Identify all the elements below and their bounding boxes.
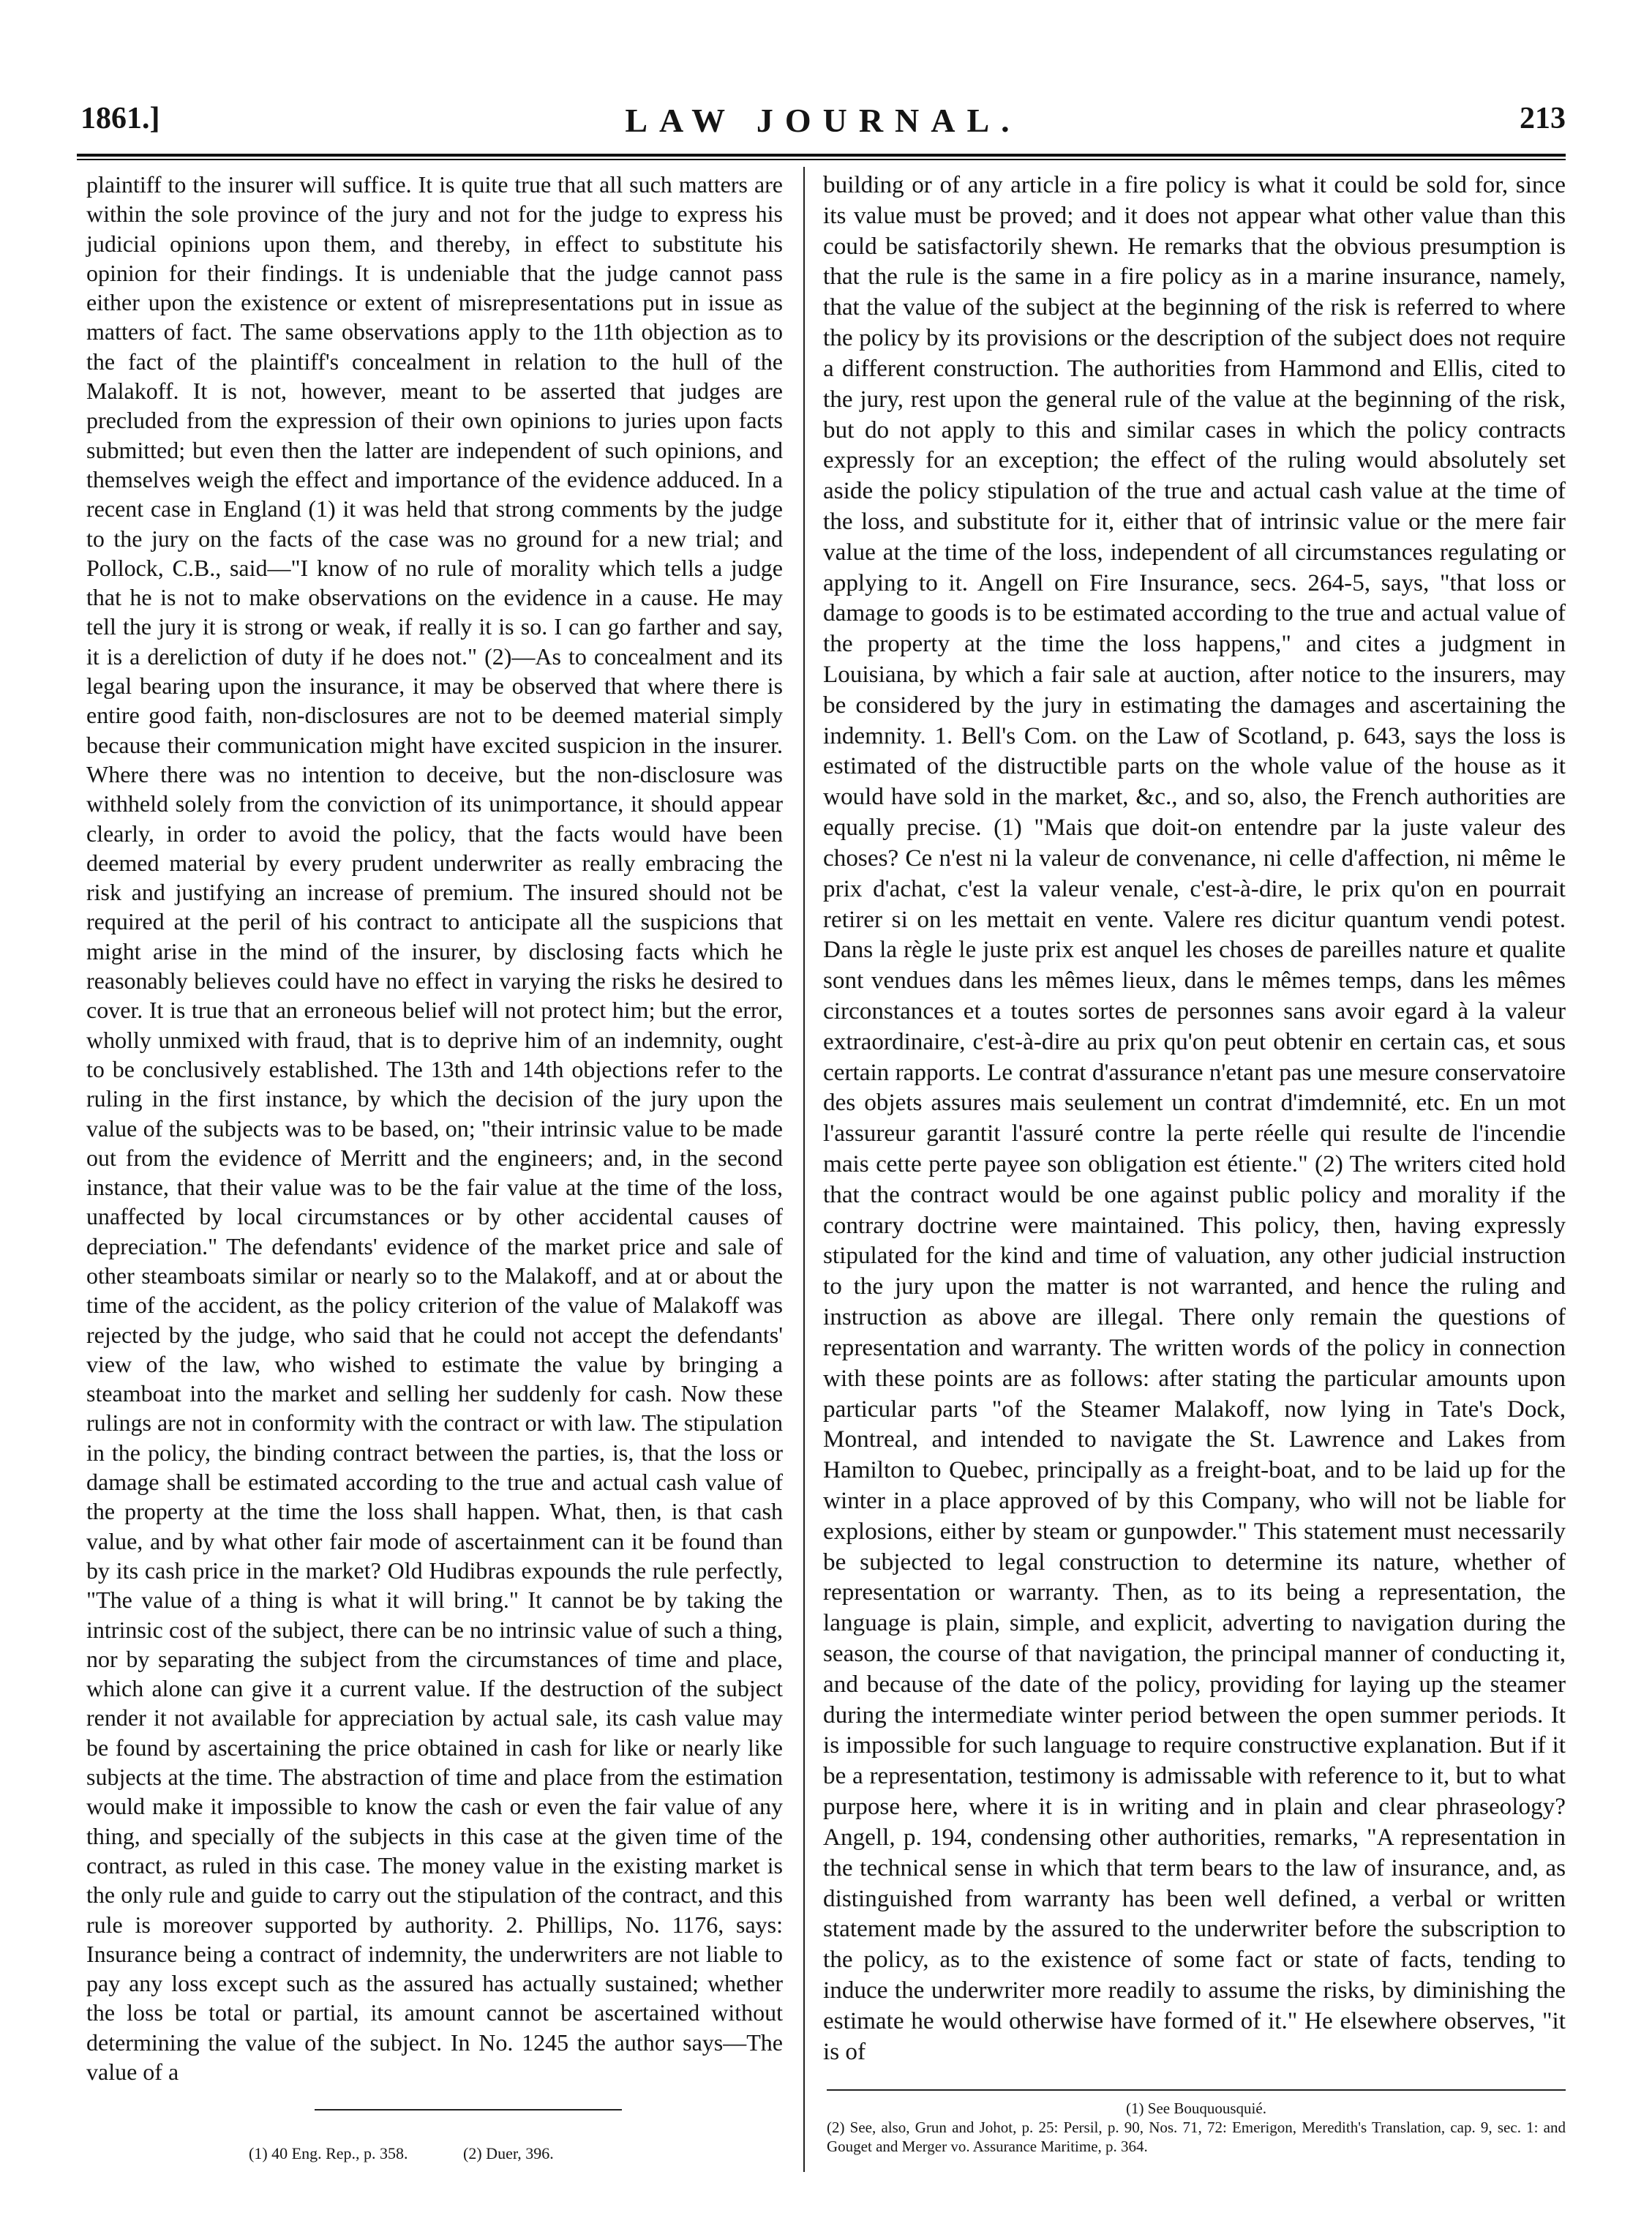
column-divider (803, 167, 805, 2172)
footnote-left-1: (1) 40 Eng. Rep., p. 358. (249, 2144, 408, 2162)
left-column (86, 170, 783, 2102)
right-column (823, 170, 1566, 2102)
left-column-text: plaintiff to the insurer will suffice. It is quite true that all such matters are within the sole province of the jury and not for the judge to express his judicial opinions upon them, and thereby, in effect to substitute his opinion for their findings. It is undeniable that the judge cannot pass either upon the existence or extent of misrepresentations put in issue as matters of fact. The same observations apply to the 11th objection as to the fact of the plaintiff's concealment in relation to the hull of the Malakoff. It is not, however, meant to be asserted that judges are precluded from the expression of their own opinions to juries upon facts submitted; but even then the latter are independent of such opinions, and themselves weigh the effect and importance of the evidence adduced. In a recent case in England (1) it was held that strong comments by the judge to the jury on the facts of the case was no ground for a new trial; and Pollock, C.B., said—"I know of no rule of morality which tells a judge that he is not to make observations on the evidence in a cause. He may tell the jury it is strong or weak, if really it is so. I can go farther and say, it is a dereliction of duty if he does not." (2)—As to concealment and its legal bearing upon the insurance, it may be observed that where there is entire good faith, non-disclosures are not to be deemed material simply because their communication might have excited suspicion in the insurer. Where there was no intention to deceive, but the non-disclosure was withheld solely from the conviction of its unimportance, it should appear clearly, in order to avoid the policy, that the facts would have been deemed material by every prudent underwriter as really embracing the risk and justifying an increase of premium. The insured should not be required at the peril of his contract to anticipate all the suspicions that might arise in the mind of the insurer, by disclosing facts which he reasonably believes could have no effect in varying the risks he desired to cover. It is true that an erroneous belief will not protect him; but the error, wholly unmixed with fraud, that is to deprive him of an indemnity, ought to be conclusively established. The 13th and 14th objections refer to the ruling in the first instance, by which the decision of the jury upon the value of the subjects was to be based, on; "their intrinsic value to be made out from the evidence of Merritt and the engineers; and, in the second instance, that their value was to be the fair value at the time of the loss, unaffected by local circumstances or by other accidental causes of depreciation." The defendants' evidence of the market price and sale of other steamboats similar or nearly so to the Malakoff, and at or about the time of the accident, as the policy criterion of the value of Malakoff was rejected by the judge, who said that he could not accept the defendants' view of the law, who wished to estimate the value by bringing a steamboat into the market and selling her suddenly for cash. Now these rulings are not in conformity with the contract or with law. The stipulation in the policy, the binding contract between the parties, is, that the loss or damage shall be estimated according to the true and actual cash value of the property at the time the loss shall happen. What, then, is that cash value, and by what other fair mode of ascertainment can it be found than by its cash price in the market? Old Hudibras expounds the rule perfectly, "The value of a thing is what it will bring." It cannot be by taking the intrinsic cost of the subject, there can be no intrinsic value of such a thing, nor by separating the subject from the circumstances of time and place, which alone can give it a current value. If the destruction of the subject render it not available for appreciation by actual sale, its cash value may be found by ascertaining the price obtained in cash for like or nearly like subjects at the time. The abstraction of time and place from the estimation would make it impossible to know the cash or even the fair value of any thing, and specially of the subjects in this case at the given time of the contract, as ruled in this case. The money value in the existing market is the only rule and guide to carry out the stipulation of the contract, and this rule is moreover supported by authority. 2. Phillips, No. 1176, says: Insurance being a contract of indemnity, the underwriters are not liable to pay any loss except such as the assured has actually sustained; whether the loss be total or partial, its amount cannot be ascertained without determining the value of the subject. In No. 1245 the author says—The value of a (86, 171, 783, 2085)
header-year: 1861.] (80, 102, 160, 135)
journal-title: LAW JOURNAL. (625, 102, 1021, 139)
footnote-left-2: (2) Duer, 396. (463, 2144, 554, 2162)
header-rule (77, 154, 1566, 160)
footnote-rule-left (315, 2109, 622, 2110)
footnotes-right (827, 2099, 1566, 2156)
page-header (80, 101, 1566, 145)
footnotes-left (249, 2144, 761, 2163)
footnote-right-1: (1) See Bouquousquié. (1126, 2100, 1266, 2117)
right-column-text: building or of any article in a fire policy is what it could be sold for, since its value must be proved; and it does not appear what other value than this could be satisfactorily shewn. He remarks that the obvious presumption is that the rule is the same in a fire policy as in a marine insurance, namely, that the value of the subject at the beginning of the risk is referred to where the policy by its provisions or the description of the subject does not require a different construction. The authorities from Hammond and Ellis, cited to the jury, rest upon the general rule of the value at the beginning of the risk, but do not apply to this and similar cases in which the policy contracts expressly for an exception; the effect of the ruling would absolutely set aside the policy stipulation of the true and actual cash value at the time of the loss, and substitute for it, either that of intrinsic value or the mere fair value at the time of the loss, independent of all circumstances regulating or applying to it. Angell on Fire Insurance, secs. 264-5, says, "that loss or damage to goods is to be estimated according to the true and actual value of the property at the time the loss happens," and cites a judgment in Louisiana, by which a fair sale at auction, after notice to the insurers, may be considered by the jury in estimating the damages and ascertaining the indemnity. 1. Bell's Com. on the Law of Scotland, p. 643, says the loss is estimated of the distructible parts on the whole value of the house as it would have sold in the market, &c., and so, also, the French authorities are equally precise. (1) "Mais que doit-on entendre par la juste valeur des choses? Ce n'est ni la valeur de convenance, ni celle d'affection, ni même le prix d'achat, c'est la valeur venale, c'est-à-dire, le prix qu'on en pourrait retirer si on les mettait en vente. Valere res dicitur quantum vendi potest. Dans la règle le juste prix est anquel les choses de pareilles nature et qualite sont vendues dans les mêmes lieux, dans le mêmes temps, dans les mêmes circonstances et a toutes sortes de personnes sans avoir egard à la valeur extraordinaire, c'est-à-dire au prix qu'on peut obtenir en certain cas, et sous certain rapports. Le contrat d'assurance n'etant pas une mesure conservatoire des objets assures mais seulement un contrat d'imdemnité, etc. En un mot l'assureur garantit l'assuré contre la perte réelle qui resulte de l'incendie mais cette perte payee son obligation est étiente." (2) The writers cited hold that the contract would be one against public policy and morality if the contrary doctrine were maintained. This policy, then, having expressly stipulated for the kind and time of valuation, any other judicial instruction to the jury upon the matter is not warranted, and hence the ruling and instruction as above are illegal. There only remain the questions of representation and warranty. The written words of the policy in connection with these points are as follows: after stating the particular amounts upon particular parts "of the Steamer Malakoff, now lying in Tate's Dock, Montreal, and intended to navigate the St. Lawrence and Lakes from Hamilton to Quebec, principally as a freight-boat, and to be laid up for the winter in a place approved of by this Company, who will not be liable for explosions, either by steam or gunpowder." This statement must necessarily be subjected to legal construction to determine its nature, whether of representation or warranty. Then, as to its being a representation, the language is plain, simple, and explicit, adverting to navigation during the season, the course of that navigation, the principal manner of conducting it, and because of the date of the policy, providing for laying up the steamer during the intermediate winter period between the open summer periods. It is impossible for such language to require constructive explanation. But if it be a representation, testimony is admissable with reference to it, but to what purpose here, where it is in writing and in plain and clear phraseology? Angell, p. 194, condensing other authorities, remarks, "A representation in the technical sense in which that term bears to the law of insurance, and, as distinguished from warranty has been well defined, a verbal or written statement made by the assured to the underwriter before the subscription to the policy, as to the existence of some fact or state of facts, tending to induce the underwriter more readily to assume the risks, by diminishing the estimate he would otherwise have formed of it." He elsewhere observes, "it is of (823, 171, 1566, 2065)
page-number: 213 (1520, 102, 1566, 135)
footnote-right-2: (2) See, also, Grun and Johot, p. 25: Persil, p. 90, Nos. 71, 72: Emerigon, Meredith's Translation, cap. 9, sec. 1: and Gouget and Merger vo. Assurance Maritime, p. 364. (827, 2119, 1566, 2155)
footnote-rule-right (827, 2089, 1566, 2091)
